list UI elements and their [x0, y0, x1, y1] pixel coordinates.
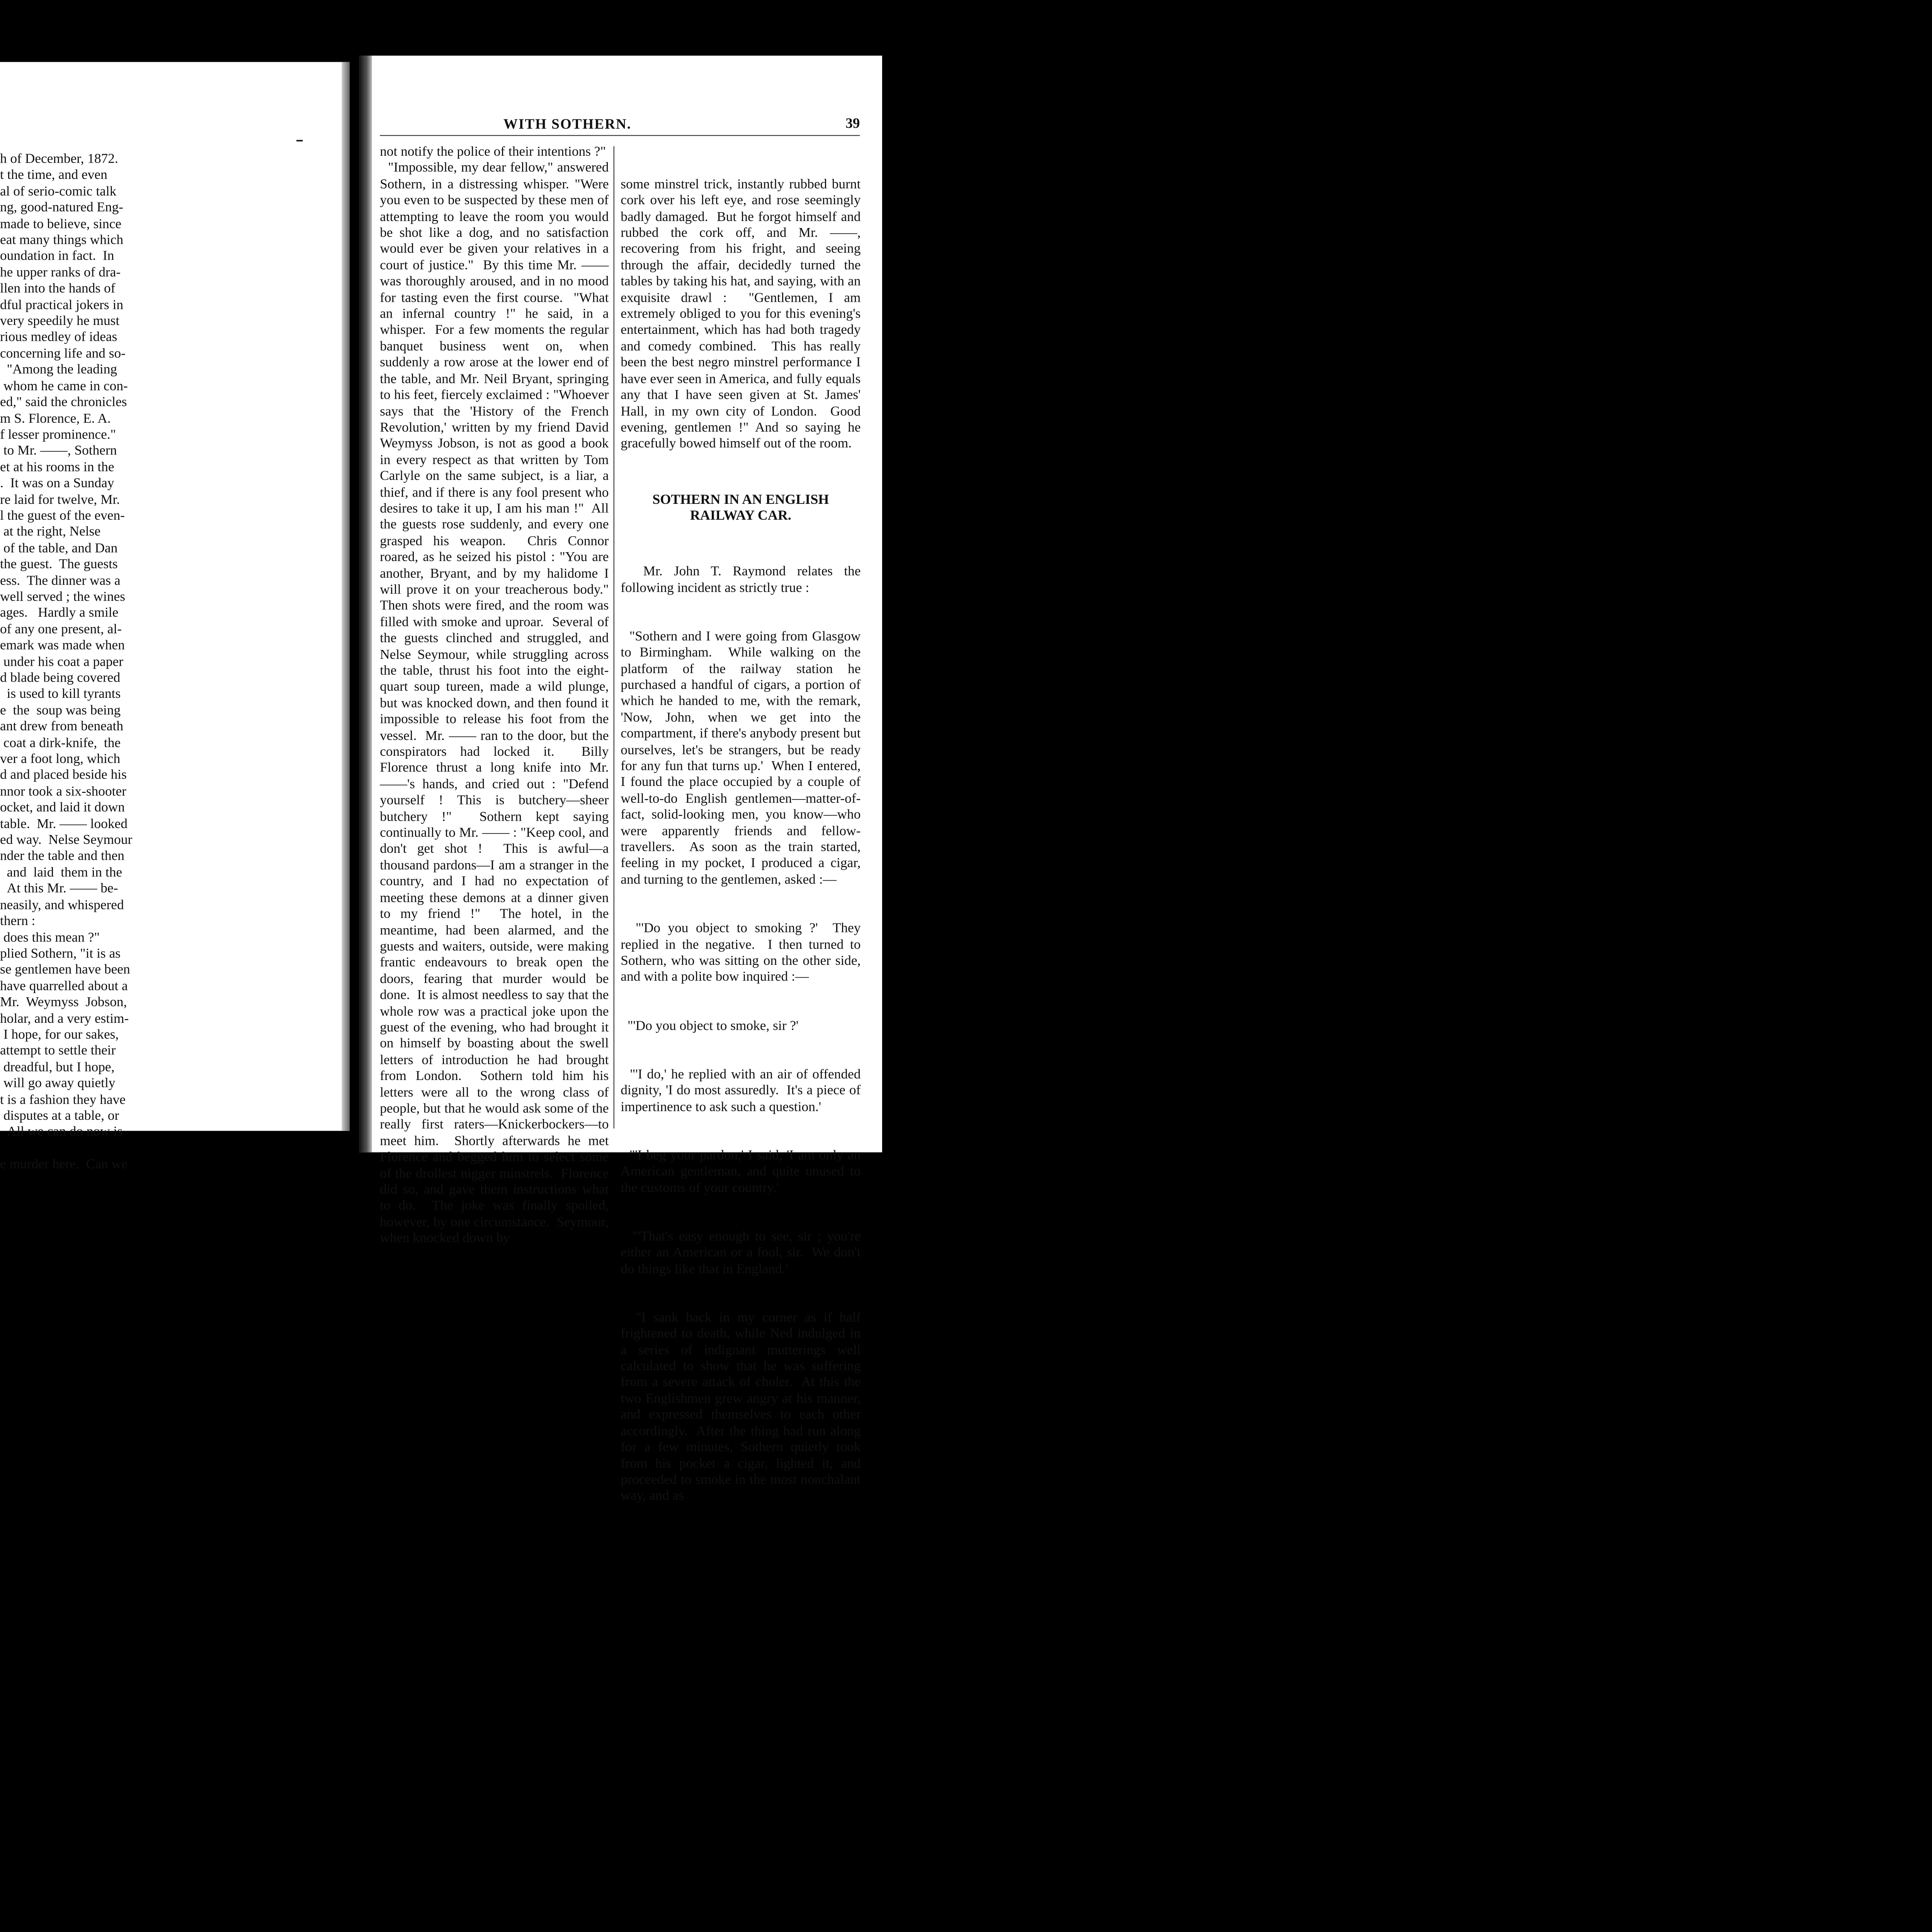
left-page-text-column: h of December, 1872. t the time, and even al of serio-comic talk ng, good-natured Eng- made to believe, since eat many things which oundation in fact. In he upper ranks of dra- llen into the hands of dful practical jokers in very speedily he must rious medley of ideas concerning life and so- "Among the leading whom he came in con- ed," said the chronicles m S. Florence, E. A. f lesser prominence." to Mr. ——, Sothern et at his rooms in the . It was on a Sunday re laid for twelve, Mr. l the guest of the even- at the right, Nelse of the table, and Dan the guest. The guests ess. The dinner was a well served ; the wines ages. Hardly a smile of any one present, al- emark was made when under his coat a paper d blade being covered is used to kill tyrants e the soup was being ant drew from beneath coat a dirk-knife, the ver a foot long, which d and placed beside his nnor took a six-shooter ocket, and laid it down table. Mr. —— looked ed way. Nelse Seymour nder the table and then and laid them in the At this Mr. —— be- neasily, and whispered thern : does this mean ?" plied Sothern, "it is as se gentlemen have been have quarrelled about a Mr. Weymyss Jobson, holar, and a very estim- I hope, for our sakes, attempt to settle their dreadful, but I hope, will go away quietly t is a fashion they have disputes at a table, or All we can do now is e murder here. Can we: [0, 151, 133, 1172]
paragraph: "I sank back in my corner as if half frightened to death, while Ned indulged in a series of indignant mutterings well calculated to show that he was suffering from a severe attack of choler. At this the two Englishmen grew angry at his manner, and expressed themselves to each other accordingly. After the thing had run along for a few minutes, Sothern quietly took from his pocket a cigar, lighted it, and proceeded to smoke in the most nonchalant way, and as: [621, 1310, 864, 1503]
left-page: [0, 62, 350, 1172]
header-rule: [380, 135, 860, 136]
paragraph: "'Do you object to smoking ?' They replied in the negative. I then turned to Sothern, who was sitting on the other side, and with a polite bow inquired :—: [621, 920, 864, 984]
section-heading: SOTHERN IN AN ENGLISH RAILWAY CAR.: [652, 491, 829, 523]
right-text-column: [621, 144, 864, 1503]
paragraph: Mr. John T. Raymond relates the following incident as strictly true :: [621, 563, 864, 595]
paragraph: "'I do,' he replied with an air of offended dignity, 'I do most assuredly. It's a piece of impertinence to ask such a question.': [621, 1066, 864, 1114]
right-page: [359, 56, 882, 1503]
paragraph: "Sothern and I were going from Glasgow to Birmingham. While walking on the platform of the railway station he purchased a handful of cigars, a portion of which he handed to me, with the remark, 'Now, John, when we get into the compartment, if there's anybody present but ourselves, let's be strangers, but be ready for any fun that turns up.' When I entered, I found the place occupied by a couple of well-to-do English gentlemen—matter-of-fact, solid-looking men, you know—who were apparently friends and fellow-travellers. As soon as the train started, feeling in my pocket, I produced a cigar, and turning to the gentlemen, asked :—: [621, 628, 864, 887]
paragraph: "'I beg your pardon,' I said, 'I am only an American gentleman, and quite unused to the customs of your country.': [621, 1147, 864, 1195]
paragraph: "'Do you object to smoke, sir ?': [621, 1017, 799, 1033]
paragraph: "'That's easy enough to see, sir ; you're either an American or a fool, sir. We don't do things like that in England.': [621, 1228, 864, 1276]
paragraph-intro: some minstrel trick, instantly rubbed burnt cork over his left eye, and rose seemingly badly damaged. But he forgot himself and rubbed the cork off, and Mr. ——, recovering from his fright, and seeing through the affair, decidedly turned the tables by taking his hat, and saying, with an exquisite drawl : "Gentlemen, I am extremely obliged to you for this evening's entertainment, which has had both tragedy and comedy combined. This has really been the best negro minstrel performance I have ever seen in America, and fully equals any that I have seen given at St. James' Hall, in my own city of London. Good evening, gentlemen !" And so saying he gracefully bowed himself out of the room.: [621, 176, 864, 451]
middle-text-column: not notify the police of their intentions ?" "Impossible, my dear fellow," answered Sothern, in a distressing whisper. "Were you even to be suspected by these men of attempting to leave the room you would be shot like a dog, and no satisfaction would ever be given your relatives in a court of justice." By this time Mr. —— was thoroughly aroused, and in no mood for tasting even the first course. "What an infernal country !" he said, in a whisper. For a few moments the regular banquet business went on, when suddenly a row arose at the lower end of the table, and Mr. Neil Bryant, springing to his feet, fiercely exclaimed : "Whoever says that the 'History of the French Revolution,' written by my friend David Weymyss Jobson, is not as good a book in every respect as that written by Tom Carlyle on the same subject, is a liar, a thief, and if there is any fool present who desires to take it up, I am his man !" All the guests rose suddenly, and every one grasped his weapon. Chris Connor roared, as he seized his pistol : "You are another, Bryant, and by my halidome I will prove it on your treacherous body." Then shots were fired, and the room was filled with smoke and uproar. Several of the guests clinched and struggled, and Nelse Seymour, while struggling across the table, thrust his foot into the eight-quart soup tureen, made a wild plunge, but was knocked down, and then found it impossible to release his foot from the vessel. Mr. —— ran to the door, but the conspirators had locked it. Billy Florence thrust a long knife into Mr. ——'s hands, and cried out : "Defend yourself ! This is butchery—sheer butchery !" Sothern kept saying continually to Mr. —— : "Keep cool, and don't get shot ! This is awful—a thousand pardons—I am a stranger in the country, and I had no expectation of meeting these demons at a dinner given to my friend !" The hotel, in the meantime, had been alarmed, and the guests and waiters, outside, were making frantic endeavours to break open the doors, fearing that murder would be done. It is almost needless to say that the whole row was a practical joke upon the guest of the evening, who had brought it on himself by boasting about the swell letters of introduction he had brought from London. Sothern told him his letters were all to the wrong class of people, but that he would ask some of the really first raters—Knickerbockers—to meet him. Shortly afterwards he met Florence and begged him to select some of the drollest nigger minstrels. Florence did so, and gave them instructions what to do. The joke was finally spoiled, however, by one circumstance. Seymour, when knocked down by: [380, 144, 609, 1246]
book-gutter: [350, 0, 359, 1246]
page-number: 39: [845, 115, 860, 131]
page-fold-shadow: [359, 56, 372, 1152]
header-rule-fragment: [296, 140, 303, 141]
running-header: WITH SOTHERN.: [503, 116, 632, 132]
